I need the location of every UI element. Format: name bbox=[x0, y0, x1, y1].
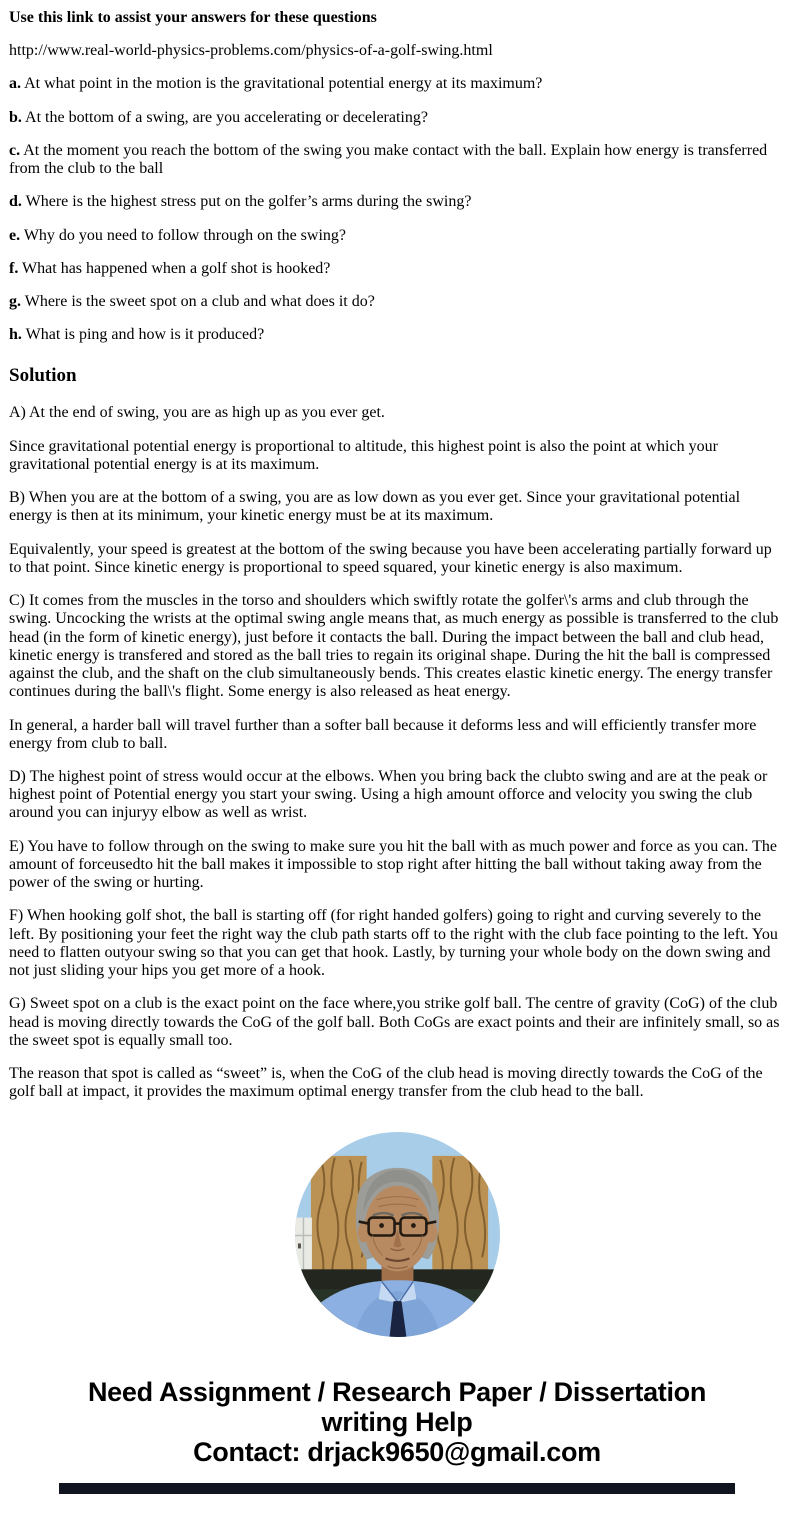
question-b bbox=[9, 109, 785, 127]
solution-paragraph-g2: The reason that spot is called as “sweet” is, when the CoG of the club head is moving directly towards the CoG of the golf ball at impact, it provides the maximum optimal energy transfer from the club head to the ball. bbox=[9, 1065, 763, 1101]
avatar-face bbox=[364, 1185, 430, 1271]
question-d-text: Where is the highest stress put on the golfer’s arms during the swing? bbox=[21, 193, 472, 211]
solution-paragraph-d: D) The highest point of stress would occur at the elbows. When you bring back the clubto swing and are at the peak or highest point of Potential energy you start your swing. Using a high amount offorce and velocity you swing the club around you can injuryy elbow as well as wrist. bbox=[9, 767, 768, 822]
question-e bbox=[9, 227, 785, 245]
solution-paragraph-c2: In general, a harder ball will travel further than a softer ball because it deforms less and will efficiently transfer more energy from club to ball. bbox=[9, 716, 757, 752]
intro-heading: Use this link to assist your answers for these questions bbox=[9, 9, 377, 26]
promo-line-1: Need Assignment / Research Paper / Dissertation bbox=[87, 1376, 707, 1407]
resource-link: http://www.real-world-physics-problems.com/physics-of-a-golf-swing.html bbox=[9, 42, 493, 60]
solution-paragraph-a2: Since gravitational potential energy is proportional to altitude, this highest point is also the point at which your gravitational potential energy is at its maximum. bbox=[9, 437, 718, 473]
question-e-text: Why do you need to follow through on the swing? bbox=[20, 226, 346, 244]
question-h-text: What is ping and how is it produced? bbox=[21, 326, 265, 344]
solution-paragraph-b2: Equivalently, your speed is greatest at the bottom of the swing because you have been accelerating partially forward up to that point. Since kinetic energy is proportional to speed squared, your kinetic energy is also maximum. bbox=[9, 540, 772, 576]
solution-paragraph-c: C) It comes from the muscles in the torso and shoulders which swiftly rotate the golfer\'s arms and club through the swing. Uncocking the wrists at the optimal swing angle means that, as much energy as possible is transferred to the club head (in the form of kinetic energy), just before it contacts the ball. During the impact between the ball and club head, kinetic energy is transfered and stored as the ball tries to regain its original shape. During the hit the ball is compressed against the club, and the shaft on the club simultaneously bends. This creates elastic kinetic energy. The energy transfer continues during the ball\'s flight. Some energy is also released as heat energy. bbox=[9, 592, 779, 701]
question-e-label: e. bbox=[9, 226, 21, 244]
question-a-label: a. bbox=[9, 75, 21, 93]
solution-paragraph-g: G) Sweet spot on a club is the exact point on the face where,you strike golf ball. The centre of gravity (CoG) of the club head is moving directly towards the CoG of the golf ball. Both CoGs are exact points and their are infinitely small, so as the sweet spot is equally small too. bbox=[9, 995, 780, 1049]
question-c bbox=[9, 142, 785, 178]
solution-heading: Solution bbox=[9, 364, 77, 386]
promo-line-3: Contact: drjack9650@gmail.com bbox=[193, 1436, 601, 1467]
question-d-label: d. bbox=[9, 193, 22, 211]
document-page bbox=[0, 9, 794, 1494]
question-a-text: At what point in the motion is the gravitational potential energy at its maximum? bbox=[21, 75, 543, 93]
question-c-label: c. bbox=[9, 141, 21, 159]
promo-banner bbox=[9, 1377, 785, 1467]
question-b-label: b. bbox=[9, 108, 22, 126]
solution-paragraph-a: A) At the end of swing, you are as high up as you ever get. bbox=[9, 404, 385, 422]
question-f-text: What has happened when a golf shot is hooked? bbox=[18, 259, 331, 277]
question-g-text: Where is the sweet spot on a club and what does it do? bbox=[21, 293, 375, 311]
question-a bbox=[9, 75, 785, 93]
question-d bbox=[9, 193, 785, 211]
question-g-label: g. bbox=[9, 293, 21, 311]
question-b-text: At the bottom of a swing, are you accelerating or decelerating? bbox=[21, 108, 428, 126]
solution-paragraph-e: E) You have to follow through on the swing to make sure you hit the ball with as much power and force as you can. The amount of forceusedto hit the ball makes it impossible to stop right after hitting the ball without taking away from the power of the swing or hurting. bbox=[9, 837, 777, 892]
question-f bbox=[9, 260, 785, 278]
promo-line-2: writing Help bbox=[321, 1406, 473, 1437]
profile-photo bbox=[295, 1132, 500, 1337]
solution-paragraph-b: B) When you are at the bottom of a swing, you are as low down as you ever get. Since your gravitational potential energy is then at its minimum, your kinetic energy must be at its maximum. bbox=[9, 489, 741, 525]
solution-paragraph-f: F) When hooking golf shot, the ball is starting off (for right handed golfers) going to right and curving severely to the left. By positioning your feet the right way the club path starts off to the right with the club face pointing to the left. You need to flatten outyour swing so that you can get that hook. Lastly, by turning your whole body on the down swing and not just sliding your hips you get more of a hook. bbox=[9, 907, 778, 980]
question-g bbox=[9, 293, 785, 311]
bottom-bar bbox=[59, 1483, 735, 1494]
question-h-label: h. bbox=[9, 326, 22, 344]
question-f-label: f. bbox=[9, 259, 19, 277]
question-c-text: At the moment you reach the bottom of the swing you make contact with the ball. Explain how energy is transferred from the club to the ball bbox=[9, 141, 768, 178]
question-h bbox=[9, 326, 785, 344]
photo-container bbox=[9, 1132, 785, 1337]
